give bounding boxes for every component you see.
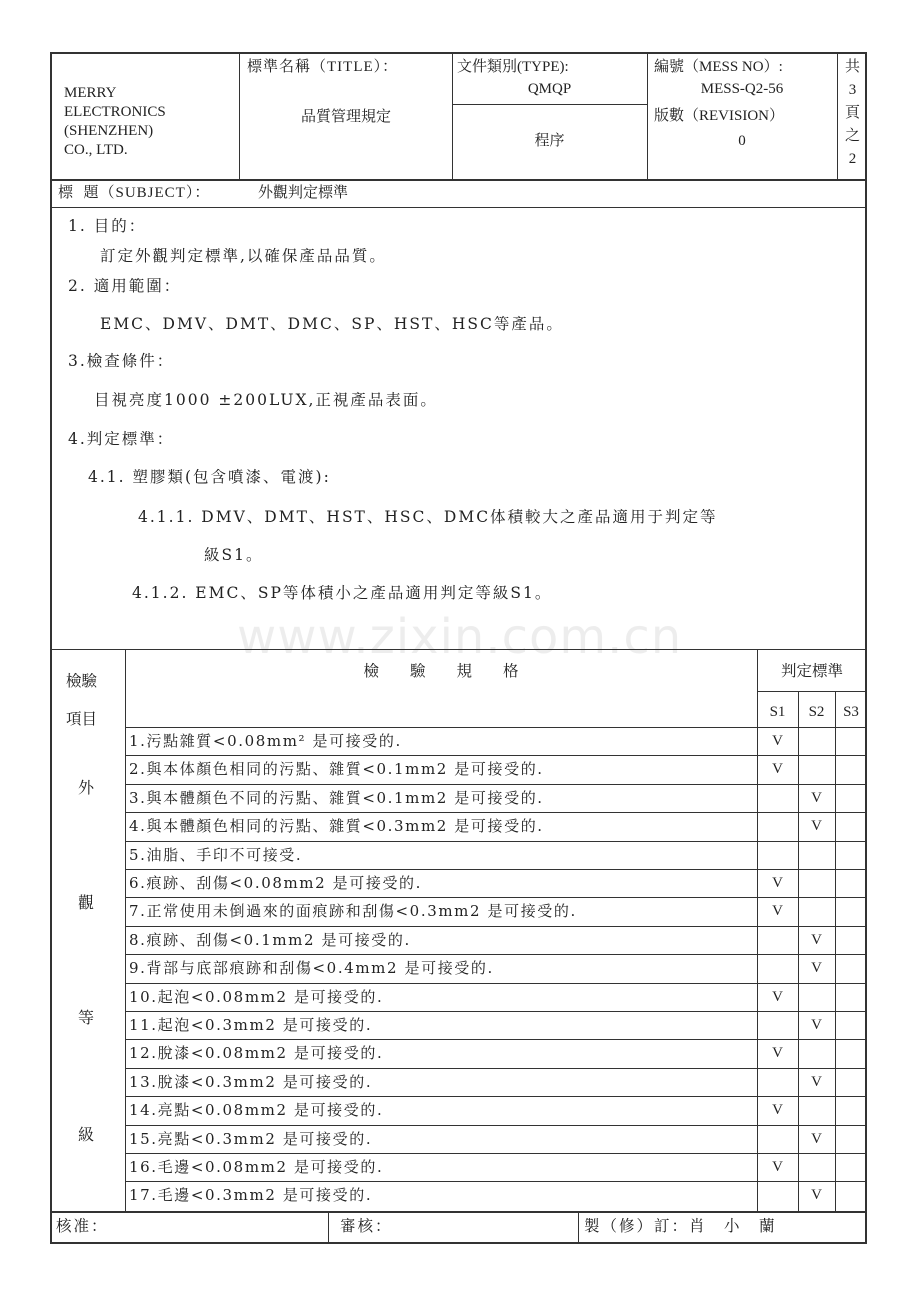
- grade-mark-s2: V: [811, 789, 822, 806]
- grade-mark-s2: V: [811, 1187, 822, 1204]
- table-row-text: 9.背部与底部痕跡和刮傷<0.4mm2 是可接受的.: [129, 959, 494, 978]
- type-value-2: 程序: [534, 133, 565, 149]
- grade-mark-s2: V: [811, 818, 822, 835]
- grade-mark-s1: V: [772, 1159, 783, 1175]
- divider: [835, 691, 836, 1211]
- section-4-heading: 4.判定標準：: [68, 430, 175, 448]
- row-divider: [125, 1011, 867, 1012]
- grade-s2: S2: [808, 704, 825, 720]
- page-char: 之: [844, 128, 860, 144]
- divider: [52, 1211, 867, 1213]
- col-item-line: 項目: [66, 711, 98, 728]
- grade-s1: S1: [769, 704, 786, 720]
- divider: [52, 179, 867, 181]
- revision-value: 0: [738, 133, 746, 149]
- divider: [52, 649, 867, 650]
- row-divider: [125, 1181, 867, 1182]
- category-char: 外: [78, 780, 95, 797]
- row-divider: [125, 1068, 867, 1069]
- table-row-text: 13.脫漆<0.3mm2 是可接受的.: [129, 1072, 373, 1091]
- table-row-text: 2.與本体顏色相同的污點、雜質<0.1mm2 是可接受的.: [129, 760, 544, 779]
- category-char: 觀: [78, 895, 95, 912]
- divider: [125, 649, 126, 1211]
- table-row-text: 7.正常使用未倒過來的面痕跡和刮傷<0.3mm2 是可接受的.: [129, 902, 577, 921]
- section-3-heading: 3.檢查條件：: [68, 352, 175, 370]
- row-divider: [125, 954, 867, 955]
- section-4-1-2-text: 4.1.2. EMC、SP等体積小之產品適用判定等級S1。: [132, 584, 553, 602]
- grade-mark-s2: V: [811, 1073, 822, 1090]
- grade-s3: S3: [843, 704, 859, 720]
- section-1-heading: 1. 目的：: [68, 217, 147, 235]
- company-line: ELECTRONICS: [64, 104, 166, 120]
- grade-mark-s1: V: [772, 988, 783, 1005]
- table-row-text: 8.痕跡、刮傷<0.1mm2 是可接受的.: [129, 930, 411, 949]
- col-item-line: 檢驗: [66, 673, 98, 690]
- grade-mark-s2: V: [811, 960, 822, 977]
- document-frame: [50, 52, 867, 1244]
- grade-mark-s1: V: [772, 875, 783, 891]
- divider: [757, 691, 867, 692]
- title-value: 品質管理規定: [300, 109, 391, 125]
- mess-value: MESS-Q2-56: [700, 81, 784, 97]
- table-row-text: 3.與本體顏色不同的污點、雜質<0.1mm2 是可接受的.: [129, 788, 544, 807]
- row-divider: [125, 1125, 867, 1126]
- grade-mark-s1: V: [772, 903, 783, 920]
- mess-label: 編號（MESS NO）:: [654, 59, 783, 75]
- row-divider: [125, 926, 867, 927]
- grade-mark-s1: V: [772, 1102, 783, 1119]
- watermark: www.zixin.com.cn: [237, 609, 683, 665]
- divider: [328, 1211, 329, 1244]
- divider: [452, 54, 453, 179]
- divider: [52, 207, 867, 208]
- company-line: (SHENZHEN): [64, 123, 154, 139]
- row-divider: [125, 841, 867, 842]
- row-divider: [125, 983, 867, 984]
- table-row-text: 12.脫漆<0.08mm2 是可接受的.: [129, 1044, 384, 1063]
- table-row-text: 14.亮點<0.08mm2 是可接受的.: [129, 1101, 384, 1120]
- row-divider: [125, 1039, 867, 1040]
- divider: [452, 104, 647, 105]
- table-row-text: 10.起泡<0.08mm2 是可接受的.: [129, 987, 384, 1006]
- table-row-text: 6.痕跡、刮傷<0.08mm2 是可接受的.: [129, 874, 423, 892]
- company-line: CO., LTD.: [64, 142, 128, 158]
- page-char: 頁: [844, 105, 860, 121]
- row-divider: [125, 784, 867, 785]
- grade-mark-s1: V: [772, 733, 783, 749]
- page-char: 2: [848, 151, 857, 167]
- grade-mark-s2: V: [811, 1130, 822, 1147]
- revision-label: 版數（REVISION）: [654, 108, 784, 124]
- row-divider: [125, 755, 867, 756]
- col-item-header: [66, 663, 97, 739]
- approve-label: 核准：: [56, 1218, 109, 1235]
- page-char: 共: [844, 59, 860, 75]
- section-1-text: 訂定外觀判定標準,以確保產品品質。: [100, 247, 387, 265]
- grade-mark-s2: V: [811, 931, 822, 948]
- section-4-1-1-text-cont: 級S1。: [204, 546, 264, 564]
- page-char: 3: [848, 82, 857, 98]
- row-divider: [125, 1153, 867, 1154]
- table-row-text: 17.毛邊<0.3mm2 是可接受的.: [129, 1186, 373, 1205]
- made-label: 製（修）訂：肖 小 蘭: [584, 1218, 777, 1235]
- grade-mark-s1: V: [772, 761, 783, 778]
- category-char: 等: [78, 1010, 95, 1027]
- section-3-text: 目視亮度1000 ±200LUX,正視產品表面。: [94, 391, 438, 409]
- subject-label: 標 題（SUBJECT）：: [58, 185, 211, 201]
- row-divider: [125, 1096, 867, 1097]
- title-label: 標準名稱（TITLE）：: [247, 59, 399, 75]
- col-spec-header: 檢 驗 規 格: [363, 663, 519, 680]
- table-row-text: 4.與本體顏色相同的污點、雜質<0.3mm2 是可接受的.: [129, 817, 544, 836]
- section-2-text: EMC、DMV、DMT、DMC、SP、HST、HSC等產品。: [100, 315, 564, 333]
- section-4-1-heading: 4.1. 塑膠類(包含噴漆、電渡):: [88, 468, 331, 486]
- row-divider: [125, 727, 867, 728]
- col-judge-header: 判定標準: [780, 663, 843, 680]
- type-label: 文件類別(TYPE):: [457, 59, 569, 75]
- table-row-text: 16.毛邊<0.08mm2 是可接受的.: [129, 1158, 384, 1176]
- row-divider: [125, 897, 867, 898]
- grade-mark-s2: V: [811, 1017, 822, 1033]
- type-value: QMQP: [527, 81, 572, 97]
- row-divider: [125, 812, 867, 813]
- company-name: [64, 84, 244, 160]
- section-2-heading: 2. 適用範圍：: [68, 277, 182, 295]
- table-row-text: 11.起泡<0.3mm2 是可接受的.: [129, 1016, 373, 1034]
- divider: [647, 54, 648, 179]
- table-row-text: 1.污點雜質<0.08mm² 是可接受的.: [129, 732, 402, 750]
- review-label: 審核：: [340, 1218, 393, 1235]
- row-divider: [125, 869, 867, 870]
- divider: [578, 1211, 579, 1244]
- table-row-text: 15.亮點<0.3mm2 是可接受的.: [129, 1129, 373, 1148]
- category-char: 級: [78, 1127, 95, 1144]
- page-count: [838, 56, 867, 171]
- company-line: MERRY: [64, 85, 117, 101]
- grade-mark-s1: V: [772, 1045, 783, 1062]
- subject-value: 外觀判定標準: [258, 185, 349, 201]
- table-row-text: 5.油脂、手印不可接受.: [129, 845, 303, 864]
- section-4-1-1-text: 4.1.1. DMV、DMT、HST、HSC、DMC体積較大之產品適用于判定等: [138, 508, 718, 526]
